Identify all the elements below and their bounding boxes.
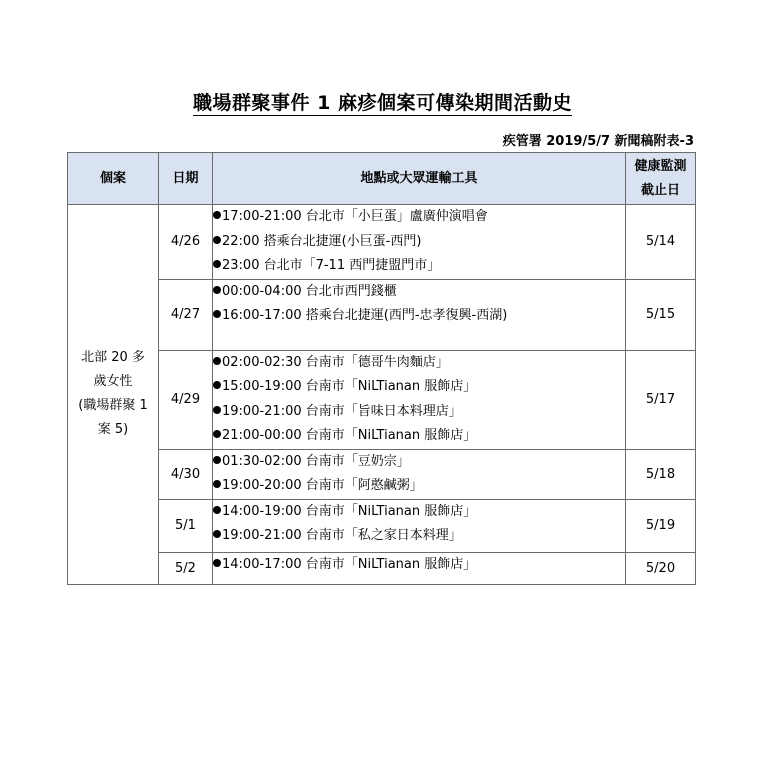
- bullet-icon: [213, 260, 221, 268]
- date-cell: 5/1: [159, 499, 213, 552]
- document-title-text: 職場群聚事件 1 麻疹個案可傳染期間活動史: [193, 92, 572, 114]
- case-cell: [68, 205, 159, 585]
- table-row: [68, 350, 696, 449]
- activity-text: 21:00-00:00 台南市「NiLTianan 服飾店」: [222, 428, 477, 443]
- activity-item: [213, 500, 625, 525]
- activities-cell: [213, 499, 626, 552]
- activity-text: 01:30-02:00 台南市「豆奶宗」: [222, 453, 410, 469]
- activity-item: [213, 280, 625, 305]
- activity-text: 19:00-21:00 台南市「旨味日本料理店」: [222, 403, 462, 419]
- monitor-end-cell: 5/19: [626, 499, 696, 552]
- activity-text: 14:00-19:00 台南市「NiLTianan 服飾店」: [222, 503, 477, 519]
- activity-item: [213, 524, 625, 549]
- monitor-end-cell: 5/17: [626, 350, 696, 449]
- header-monitor-end-line1: 健康監測: [634, 158, 687, 174]
- activity-item: [213, 351, 625, 376]
- activity-text: 19:00-20:00 台南市「阿憨鹹粥」: [222, 478, 423, 493]
- header-date: 日期: [159, 153, 213, 205]
- activity-text: 15:00-19:00 台南市「NiLTianan 服飾店」: [222, 379, 477, 394]
- monitor-end-cell: 5/20: [626, 552, 696, 584]
- activity-item: [213, 304, 625, 329]
- document-subtitle: 疾管署 2019/5/7 新聞稿附表-3: [502, 134, 694, 149]
- activities-cell: [213, 205, 626, 280]
- bullet-icon: [213, 506, 221, 514]
- monitor-end-cell: 5/15: [626, 279, 696, 350]
- bullet-icon: [213, 236, 221, 244]
- activity-text: 14:00-17:00 台南市「NiLTianan 服飾店」: [222, 556, 477, 572]
- table-row: [68, 279, 696, 350]
- case-line: (職場群聚 1: [78, 398, 148, 414]
- activities-cell: [213, 449, 626, 499]
- header-monitor-end-line2: 截止日: [640, 182, 680, 198]
- date-cell: 4/26: [159, 205, 213, 280]
- case-line: 歲女性: [93, 374, 133, 390]
- activity-item: [213, 254, 625, 279]
- activity-item: [213, 400, 625, 425]
- activity-text: 23:00 台北市「7-11 西門捷盟門市」: [222, 258, 441, 273]
- activities-cell: [213, 279, 626, 350]
- bullet-icon: [213, 530, 221, 538]
- monitor-end-cell: 5/14: [626, 205, 696, 280]
- activity-text: 02:00-02:30 台南市「德哥牛肉麵店」: [222, 354, 449, 370]
- activity-text: 00:00-04:00 台北市西門錢櫃: [222, 283, 397, 299]
- bullet-icon: [213, 480, 221, 488]
- bullet-icon: [213, 286, 221, 294]
- activity-text: 17:00-21:00 台北市「小巨蛋」盧廣仲演唱會: [222, 209, 488, 224]
- document-title: [0, 88, 765, 115]
- activities-cell: [213, 350, 626, 449]
- table-row: [68, 205, 696, 280]
- date-cell: 5/2: [159, 552, 213, 584]
- header-location: 地點或大眾運輸工具: [213, 153, 626, 205]
- activities-cell: [213, 552, 626, 584]
- header-monitor-end: [626, 153, 696, 205]
- activity-item: [213, 205, 625, 230]
- bullet-icon: [213, 406, 221, 414]
- monitor-end-cell: 5/18: [626, 449, 696, 499]
- activity-text: 22:00 搭乘台北捷運(小巨蛋-西門): [222, 233, 422, 249]
- header-case: 個案: [68, 153, 159, 205]
- bullet-icon: [213, 310, 221, 318]
- bullet-icon: [213, 456, 221, 464]
- activity-text: 19:00-21:00 台南市「私之家日本料理」: [222, 528, 462, 543]
- activity-item: [213, 424, 625, 449]
- date-cell: 4/27: [159, 279, 213, 350]
- date-cell: 4/30: [159, 449, 213, 499]
- activity-item: [213, 553, 625, 578]
- activity-item: [213, 375, 625, 400]
- bullet-icon: [213, 559, 221, 567]
- date-cell: 4/29: [159, 350, 213, 449]
- activity-text: 16:00-17:00 搭乘台北捷運(西門-忠孝復興-西湖): [222, 308, 508, 323]
- case-line: 案 5): [97, 422, 129, 438]
- table-row: [68, 552, 696, 584]
- bullet-icon: [213, 357, 221, 365]
- activity-table: [67, 152, 696, 585]
- activity-item: [213, 474, 625, 499]
- bullet-icon: [213, 381, 221, 389]
- bullet-icon: [213, 211, 221, 219]
- table-row: [68, 499, 696, 552]
- bullet-icon: [213, 430, 221, 438]
- table-header-row: [68, 153, 696, 205]
- case-line: 北部 20 多: [81, 350, 145, 366]
- activity-item: [213, 230, 625, 255]
- table-row: [68, 449, 696, 499]
- activity-item: [213, 450, 625, 475]
